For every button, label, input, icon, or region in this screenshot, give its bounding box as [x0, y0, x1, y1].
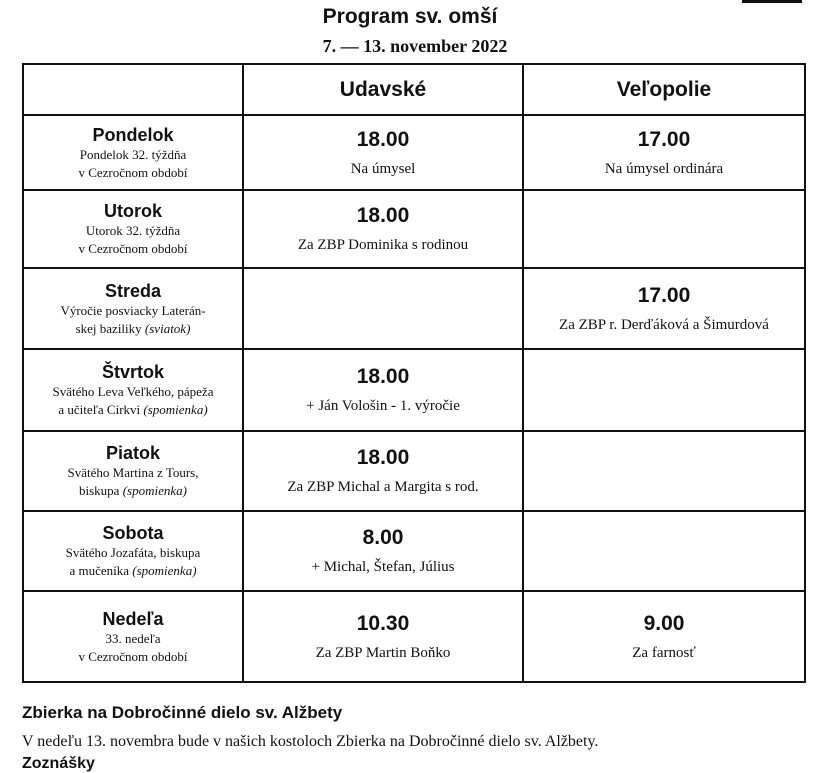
day-cell: [23, 511, 243, 591]
day-description: 33. nedeľa v Cezročnom období: [78, 630, 188, 664]
mass-intention: Za ZBP Martin Boňko: [315, 644, 451, 661]
mass-time: 18.00: [356, 204, 410, 227]
mass-time: 9.00: [643, 611, 685, 635]
mass-time: 18.00: [356, 127, 410, 151]
mass-time: 8.00: [362, 526, 404, 549]
collection-heading: Zbierka na Dobročinné dielo sv. Alžbety: [22, 703, 343, 722]
velopolie-cell: [523, 268, 805, 349]
day-cell: [23, 268, 243, 349]
collection-text: V nedeľu 13. novembra bude v našich kostoloch Zbierka na Dobročinné dielo sv. Alžbety.: [22, 733, 599, 750]
mass-schedule-table: [22, 63, 806, 683]
table-row: [23, 591, 805, 682]
day-name: Nedeľa: [102, 608, 164, 629]
velopolie-cell: [523, 591, 805, 682]
day-name: Sobota: [102, 523, 164, 543]
mass-intention: Na úmysel ordinára: [604, 160, 724, 177]
table-row: [23, 268, 805, 349]
table-row: [23, 190, 805, 268]
column-header-udavske: Udavské: [243, 64, 523, 115]
day-name: Piatok: [105, 443, 161, 463]
mass-intention: + Ján Vološin - 1. výročie: [306, 398, 460, 414]
udavske-cell: [243, 349, 523, 431]
mass-time: 18.00: [356, 365, 410, 388]
day-name: Štvrtok: [101, 362, 164, 382]
day-description: Svätého Jozafáta, biskupa a mučeníka (spomienka): [65, 545, 201, 578]
udavske-cell: [243, 190, 523, 268]
mass-time: 17.00: [637, 127, 691, 151]
day-description: Svätého Leva Veľkého, pápeža a učiteľa Cirkvi (spomienka): [52, 384, 214, 417]
mass-time: 17.00: [637, 283, 691, 307]
page-title: Program sv. omší: [322, 5, 498, 28]
day-cell: [23, 115, 243, 190]
table-row: [23, 349, 805, 431]
velopolie-cell: [523, 115, 805, 190]
day-name: Streda: [104, 280, 162, 301]
mass-intention: Za ZBP r. Derďáková a Šimurdová: [559, 316, 769, 333]
udavske-cell: [243, 591, 523, 682]
top-rule: [742, 0, 802, 3]
table-header-row: [23, 64, 805, 115]
velopolie-cell: [523, 511, 805, 591]
day-name: Pondelok: [92, 124, 174, 145]
day-description: Pondelok 32. týždňa v Cezročnom období: [78, 146, 188, 180]
table-row: [23, 511, 805, 591]
day-description: Výročie posviacky Laterán- skej baziliky (sviatok): [60, 302, 206, 336]
mass-time: 10.30: [356, 611, 410, 635]
mass-time: 18.00: [356, 446, 410, 469]
mass-intention: Za ZBP Michal a Margita s rod.: [287, 479, 479, 495]
day-name: Utorok: [104, 201, 162, 221]
velopolie-cell: [523, 349, 805, 431]
day-cell: [23, 349, 243, 431]
day-cell: [23, 591, 243, 682]
udavske-cell: [243, 511, 523, 591]
cut-off-text: Zoznášky: [22, 755, 95, 772]
mass-intention: + Michal, Štefan, Július: [311, 559, 455, 575]
mass-intention: Za ZBP Dominika s rodinou: [297, 237, 469, 253]
velopolie-cell: [523, 190, 805, 268]
mass-intention: Na úmysel: [350, 160, 416, 177]
day-description: Svätého Martina z Tours, biskupa (spomienka): [67, 465, 199, 498]
mass-intention: Za farnosť: [632, 644, 696, 661]
udavske-cell: [243, 268, 523, 349]
velopolie-cell: [523, 431, 805, 511]
udavske-cell: [243, 115, 523, 190]
day-cell: [23, 190, 243, 268]
day-cell: [23, 431, 243, 511]
udavske-cell: [243, 431, 523, 511]
table-row: [23, 431, 805, 511]
day-description: Utorok 32. týždňa v Cezročnom období: [78, 223, 188, 256]
table-row: [23, 115, 805, 190]
date-range: 7. — 13. november 2022: [322, 36, 508, 56]
column-header-velopolie: Veľopolie: [523, 64, 805, 115]
header-blank: [23, 64, 243, 115]
